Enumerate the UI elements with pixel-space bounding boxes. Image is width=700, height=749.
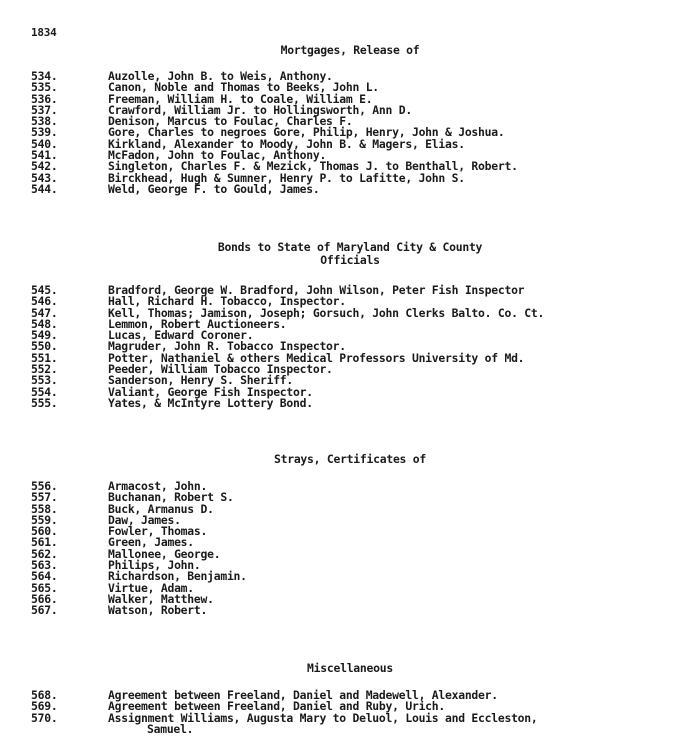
- entry-number: 565.: [31, 580, 58, 595]
- entry-text: Agreement between Freeland, Daniel and Madewell, Alexander.: [108, 688, 498, 702]
- entry-number: 546.: [31, 294, 58, 309]
- entry-number: 547.: [31, 305, 58, 320]
- section-heading-text: Miscellaneous: [307, 661, 393, 675]
- entry-number: 551.: [31, 350, 58, 365]
- entry-number: 536.: [31, 91, 58, 106]
- entry-number: 539.: [31, 125, 58, 140]
- page-year: 1834: [31, 26, 57, 39]
- entry-text: Daw, James.: [108, 512, 181, 527]
- entry-continuation: Samuel.: [147, 721, 194, 736]
- entry-text: Watson, Robert.: [108, 603, 208, 618]
- entry-number: 556.: [31, 479, 58, 493]
- section-heading-bonds: [0, 241, 700, 267]
- entry-number: 543.: [31, 170, 58, 185]
- entry-text: Kirkland, Alexander to Moody, John B. & Magers, Elias.: [108, 136, 465, 151]
- entry-number: 555.: [31, 395, 58, 410]
- entry-text: Valiant, George Fish Inspector.: [108, 384, 313, 399]
- entry-number: 566.: [31, 591, 58, 606]
- entry-text: Gore, Charles to negroes Gore, Philip, Henry, John & Joshua.: [108, 125, 505, 140]
- entry-number: 550.: [31, 339, 58, 354]
- entry-text: Sanderson, Henry S. Sheriff.: [108, 373, 294, 388]
- entry-text: Bradford, George W. Bradford, John Wilson, Peter Fish Inspector: [108, 283, 525, 297]
- section-heading-text: Strays, Certificates of: [274, 452, 426, 466]
- entry-number: 535.: [31, 80, 58, 95]
- entry-text: Peeder, William Tobacco Inspector.: [108, 362, 333, 377]
- section-heading-subtext: Officials: [320, 253, 380, 267]
- entry-text: Armacost, John.: [108, 479, 208, 493]
- entry-text: Hall, Richard H. Tobacco, Inspector.: [108, 294, 346, 309]
- entry-number: 534.: [31, 69, 58, 83]
- entry-number: 560.: [31, 524, 58, 539]
- entry-number: 553.: [31, 373, 58, 388]
- entry-text: Richardson, Benjamin.: [108, 569, 247, 584]
- section-miscellaneous: [31, 690, 691, 735]
- entry-text: Philips, John.: [108, 558, 201, 573]
- list-item: [31, 395, 691, 410]
- entry-number: 554.: [31, 384, 58, 399]
- section-heading-mortgages: [0, 44, 700, 57]
- entry-number: 559.: [31, 512, 58, 527]
- entry-text: Weld, George F. to Gould, James.: [108, 181, 320, 196]
- entry-number: 538.: [31, 114, 58, 129]
- entry-text: Buchanan, Robert S.: [108, 490, 234, 505]
- entry-text: Walker, Matthew.: [108, 591, 214, 606]
- entry-number: 542.: [31, 159, 58, 174]
- entry-number: 569.: [31, 699, 58, 714]
- entry-number: 537.: [31, 102, 58, 117]
- section-strays: [31, 481, 691, 617]
- entry-text: Lemmon, Robert Auctioneers.: [108, 316, 287, 331]
- entry-text: Auzolle, John B. to Weis, Anthony.: [108, 69, 333, 83]
- entry-text: Green, James.: [108, 535, 194, 550]
- entry-number: 570.: [31, 710, 58, 725]
- section-bonds: [31, 285, 691, 409]
- entry-text: Fowler, Thomas.: [108, 524, 208, 539]
- entry-text: Agreement between Freeland, Daniel and Ruby, Urich.: [108, 699, 445, 714]
- section-heading-strays: [0, 453, 700, 466]
- entry-text: Lucas, Edward Coroner.: [108, 328, 254, 343]
- entry-text: Kell, Thomas; Jamison, Joseph; Gorsuch, John Clerks Balto. Co. Ct.: [108, 305, 545, 320]
- entry-text: Denison, Marcus to Foulac, Charles F.: [108, 114, 353, 129]
- entry-text: Buck, Armanus D.: [108, 501, 214, 516]
- list-item: [31, 605, 691, 616]
- entry-number: 540.: [31, 136, 58, 151]
- entry-number: 544.: [31, 181, 58, 196]
- entry-number: 562.: [31, 546, 58, 561]
- entry-text: Assignment Williams, Augusta Mary to Deluol, Louis and Eccleston,: [108, 710, 538, 725]
- entry-text: Singleton, Charles F. & Mezick, Thomas J. to Benthall, Robert.: [108, 159, 518, 174]
- entry-number: 563.: [31, 558, 58, 573]
- section-heading-text: Mortgages, Release of: [280, 43, 420, 57]
- entry-number: 561.: [31, 535, 58, 550]
- entry-text: Yates, & McIntyre Lottery Bond.: [108, 395, 313, 410]
- entry-number: 549.: [31, 328, 58, 343]
- entry-number: 558.: [31, 501, 58, 516]
- entry-text: Freeman, William H. to Coale, William E.: [108, 91, 373, 106]
- entry-number: 557.: [31, 490, 58, 505]
- entry-text: Magruder, John R. Tobacco Inspector.: [108, 339, 346, 354]
- entry-text: Virtue, Adam.: [108, 580, 194, 595]
- section-heading-text: Bonds to State of Maryland City & County: [217, 240, 483, 254]
- entry-text: Crawford, William Jr. to Hollingsworth, Ann D.: [108, 102, 412, 117]
- entry-number: 552.: [31, 362, 58, 377]
- list-item: [31, 181, 691, 196]
- section-heading-miscellaneous: [0, 662, 700, 675]
- entry-text: Birckhead, Hugh & Sumner, Henry P. to Lafitte, John S.: [108, 170, 465, 185]
- list-item: [31, 710, 691, 725]
- section-mortgages: [31, 71, 691, 195]
- entry-text: Canon, Noble and Thomas to Beeks, John L.: [108, 80, 379, 95]
- entry-text: Mallonee, George.: [108, 546, 221, 561]
- entry-text: Potter, Nathaniel & others Medical Professors University of Md.: [108, 350, 525, 365]
- entry-number: 567.: [31, 603, 58, 618]
- entry-number: 564.: [31, 569, 58, 584]
- entry-number: 541.: [31, 148, 58, 163]
- entry-number: 568.: [31, 688, 58, 702]
- entry-number: 548.: [31, 316, 58, 331]
- entry-number: 545.: [31, 283, 58, 297]
- entry-text: McFadon, John to Foulac, Anthony.: [108, 148, 327, 163]
